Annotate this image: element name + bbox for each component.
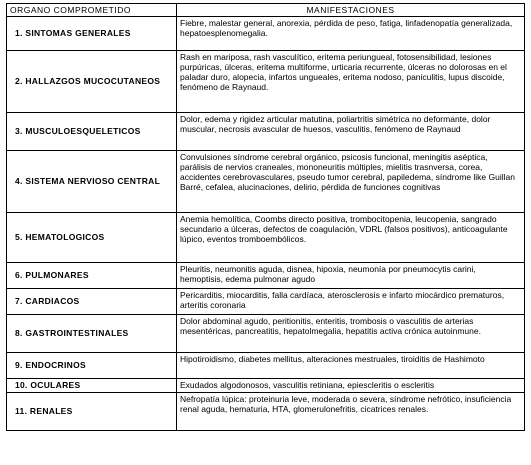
manifestation-cell: Dolor abdominal agudo, peritionitis, enteritis, trombosis o vasculitis de arterias mesentéricas, pancreatitis, hepatolmegalia, hepatitis activa crónica autoinmune. bbox=[177, 315, 525, 353]
organ-cell: 1. SINTOMAS GENERALES bbox=[7, 17, 177, 51]
table-header-row bbox=[7, 4, 525, 17]
manifestation-cell: Nefropatía lúpica: proteinuria leve, moderada o severa, síndrome nefrótico, insuficiencia renal aguda, hematuria, HTA, glomerulonefritis, cicatrices renales. bbox=[177, 393, 525, 431]
header-manifestations: MANIFESTACIONES bbox=[177, 4, 525, 17]
manifestation-cell: Anemia hemolítica, Coombs directo positiva, trombocitopenia, leucopenia, sangrado secundario a úlceras, defectos de coagulación, VDRL (falsos positivos), anticoagulante lúpico, eventos tromboembólicos. bbox=[177, 213, 525, 263]
table-row bbox=[7, 379, 525, 393]
organ-cell: 10. OCULARES bbox=[7, 379, 177, 393]
organ-cell: 8. GASTROINTESTINALES bbox=[7, 315, 177, 353]
organ-cell: 2. HALLAZGOS MUCOCUTANEOS bbox=[7, 51, 177, 113]
table-row bbox=[7, 151, 525, 213]
table-row bbox=[7, 353, 525, 379]
manifestation-cell: Pericarditis, miocarditis, falla cardíaca, aterosclerosis e infarto miocárdico prematuros, arteritis coronaria bbox=[177, 289, 525, 315]
manifestation-cell: Pleuritis, neumonitis aguda, disnea, hipoxia, neumonía por pneumocytis carini, hemoptisis, edema pulmonar agudo bbox=[177, 263, 525, 289]
table-row bbox=[7, 393, 525, 431]
table-row bbox=[7, 17, 525, 51]
organ-cell: 7. CARDIACOS bbox=[7, 289, 177, 315]
organ-cell: 9. ENDOCRINOS bbox=[7, 353, 177, 379]
manifestation-cell: Rash en mariposa, rash vasculítico, eritema periungueal, fotosensibilidad, lesiones purpúricas, úlceras, eritema multiforme, urticaria recurrente, úlceras no dolorosas en el paladar duro, alopecia, infartos ungueales, eritema nodoso, paniculitis, lupus discoide, fenómeno de Raynaud. bbox=[177, 51, 525, 113]
organ-cell: 5. HEMATOLOGICOS bbox=[7, 213, 177, 263]
manifestation-cell: Dolor, edema y rigidez articular matutina, poliartritis simétrica no deformante, dolor muscular, necrosis avascular de huesos, vasculitis, fenómeno de Raynaud bbox=[177, 113, 525, 151]
table-row bbox=[7, 315, 525, 353]
organ-cell: 3. MUSCULOESQUELETICOS bbox=[7, 113, 177, 151]
manifestation-cell: Convulsiones síndrome cerebral orgánico, psicosis funcional, meningitis aséptica, parálisis de nervios craneales, mononeuritis múltiples, mielitis trasnversa, corea, accidentes cerebrovasculares, pseudo tumor cerebral, papiledema, síndrome like Guillan Barré, cefalea, alucinaciones, delirio, pérdida de funciones cognitivas bbox=[177, 151, 525, 213]
table-row bbox=[7, 213, 525, 263]
table-row bbox=[7, 51, 525, 113]
organ-cell: 6. PULMONARES bbox=[7, 263, 177, 289]
table-row bbox=[7, 263, 525, 289]
table-row bbox=[7, 113, 525, 151]
header-organ: ORGANO COMPROMETIDO bbox=[7, 4, 177, 17]
organ-cell: 4. SISTEMA NERVIOSO CENTRAL bbox=[7, 151, 177, 213]
manifestation-cell: Hipotiroidismo, diabetes mellitus, alteraciones mestruales, tiroiditis de Hashimoto bbox=[177, 353, 525, 379]
manifestations-table-container bbox=[6, 3, 524, 431]
manifestations-table bbox=[6, 3, 525, 431]
manifestation-cell: Fiebre, malestar general, anorexia, pérdida de peso, fatiga, linfadenopatía generalizada, hepatoesplenomegalia. bbox=[177, 17, 525, 51]
table-row bbox=[7, 289, 525, 315]
manifestation-cell: Exudados algodonosos, vasculitis retiniana, epiescleritis o escleritis bbox=[177, 379, 525, 393]
organ-cell: 11. RENALES bbox=[7, 393, 177, 431]
